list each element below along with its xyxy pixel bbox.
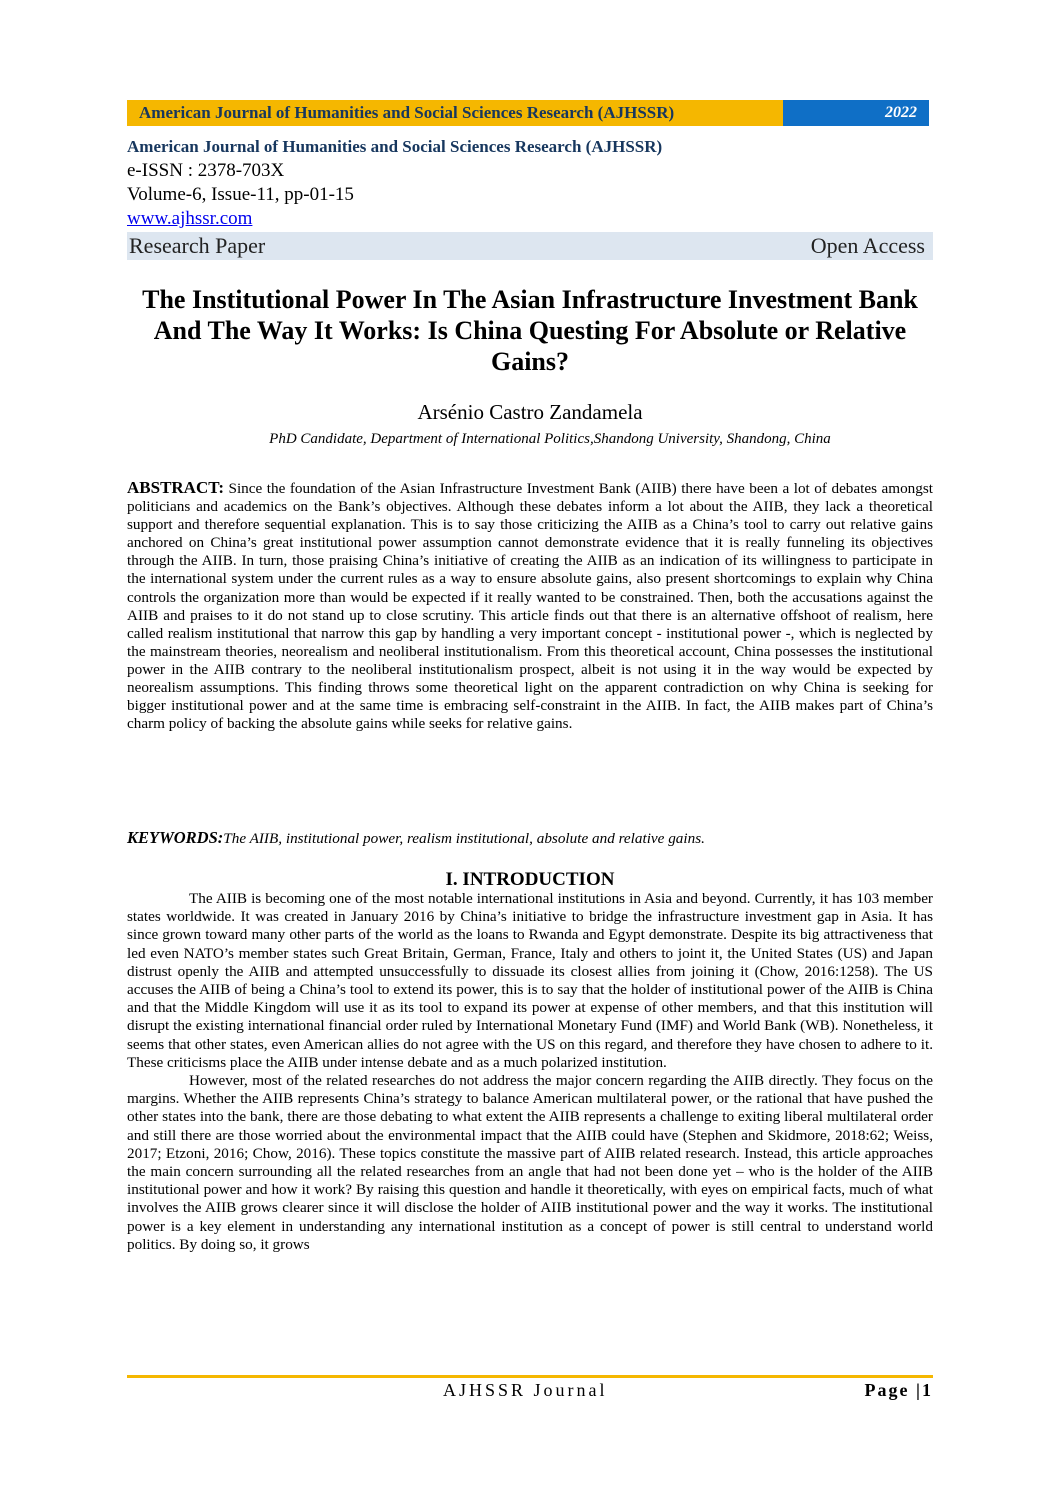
keywords-label: KEYWORDS: [127, 828, 224, 847]
access-type: Open Access [810, 233, 925, 258]
footer-page [865, 1380, 933, 1401]
footer-page-number: 1 [922, 1380, 933, 1400]
footer-journal: AJHSSR Journal [443, 1380, 608, 1400]
footer-rule [127, 1375, 933, 1378]
running-header [127, 100, 929, 126]
paper-type: Research Paper [129, 233, 266, 258]
paper-type-bar [127, 232, 933, 260]
paragraph: The AIIB is becoming one of the most notable international institutions in Asia and beyond. Currently, it has 103 member states worldwide. It was created in January 2016 by China’s initiative to bridge the infrastructure investment gap in Asia. It has since grown toward many other parts of the world as the loans to Rwanda and Egypt demonstrate. Despite its big attractiveness that led even NATO’s member states such Great Britain, German, France, Italy and others to joint it, the United States (US) and Japan distrust openly the AIIB and attempted unsuccessfully to dissuade its closest allies from joining it (Chow, 2016:1258). The US accuses the AIIB of being a China’s tool to extend its power, this is to say that the holder of institutional power of the AIIB is China and that the Middle Kingdom will use it as its tool to expand its power at expense of other members, and that this institution will disrupt the existing international financial order ruled by International Monetary Fund (IMF) and World Bank (WB). Nonetheless, it seems that other states, even American allies do not agree with the US on this regard, and therefore they have chosen to adhere to it. These criticisms place the AIIB under intense debate and as a much polarized institution. [127, 890, 933, 1071]
article-title: The Institutional Power In The Asian Infrastructure Investment Bank And The Way It Works: Is China Questing For Absolute or Relative Gains? [142, 285, 918, 376]
running-header-journal: American Journal of Humanities and Social Sciences Research (AJHSSR) [127, 100, 783, 126]
keywords [127, 828, 933, 848]
footer-page-label: Page | [864, 1380, 922, 1400]
keywords-text: The AIIB, institutional power, realism institutional, absolute and relative gains. [223, 830, 705, 847]
abstract [127, 479, 933, 733]
journal-info [127, 136, 933, 231]
section-heading: I. INTRODUCTION [445, 869, 615, 890]
abstract-text: Since the foundation of the Asian Infrastructure Investment Bank (AIIB) there have been a lot of debates amongst politicians and academics on the Bank’s objectives. Although these debates inform a lot about the AIIB, they lack a theoretical support and therefore sequential explanation. This is to say those criticizing the AIIB as a China’s tool to carry out relative gains anchored on China’s great institutional power assumption cannot demonstrate evidence that it is really funneling its objectives through the AIIB. In turn, those praising China’s initiative of creating the AIIB as an indication of its willingness to participate in the international system under the current rules as a way to ensure absolute gains, also present shortcomings to explain why China controls the organization more than would be expected if it really wanted to be constrained. Then, both the accusations against the AIIB and praises to it do not stand up to close scrutiny. This article finds out that there is an alternative offshoot of realism, here called realism institutional that narrow this gap by handling a very important concept - institutional power -, which is neglected by the mainstream theories, neorealism and neoliberal institutionalism. From this theoretical account, China possesses the institutional power in the AIIB contrary to the neoliberal institutionalism prospect, albeit is not using it in the way would be expected by neorealism assumptions. This finding throws some theoretical light on the apparent contradiction on why China is seeking for bigger institutional power and at the same time is embracing self-constraint in the AIIB. In fact, the AIIB makes part of China’s charm policy of backing the absolute gains while seeks for relative gains. [127, 480, 934, 733]
author-name: Arsénio Castro Zandamela [417, 400, 643, 424]
paragraph: However, most of the related researches do not address the major concern regarding the AIIB directly. They focus on the margins. Whether the AIIB represents China’s strategy to balance American multilateral power, or the rational that have pushed the other states into the bank, there are those debating to what extent the AIIB represents a challenge to exiting liberal multilateral order and still there are those worried about the environmental impact that the AIIB could have (Stephen and Skidmore, 2018:62; Weiss, 2017; Etzoni, 2016; Chow, 2016). These topics constitute the massive part of AIIB related research. Instead, this article approaches the main concern surrounding all the related researches from an angle that had not been done yet – who is the holder of the AIIB institutional power and how it work? By raising this question and handle it theoretically, with eyes on empirical facts, much of what involves the AIIB grows clearer since it will disclose the holder of AIIB institutional power and the way it works. The institutional power is a key element in understanding any international institution as a concept of power is still central to understand world politics. By doing so, it grows [127, 1072, 933, 1253]
abstract-label: ABSTRACT: [127, 478, 224, 497]
author-affiliation: PhD Candidate, Department of International Politics,Shandong University, Shandong, China [269, 431, 831, 447]
journal-name: American Journal of Humanities and Social Sciences Research (AJHSSR) [127, 137, 663, 156]
issn: e-ISSN : 2378-703X [127, 160, 285, 181]
volume-issue: Volume-6, Issue-11, pp-01-15 [127, 184, 354, 205]
running-header-year: 2022 [783, 100, 929, 126]
page-footer [127, 1380, 933, 1408]
section-body [127, 890, 933, 1254]
journal-website-link[interactable]: www.ajhssr.com [127, 208, 253, 229]
